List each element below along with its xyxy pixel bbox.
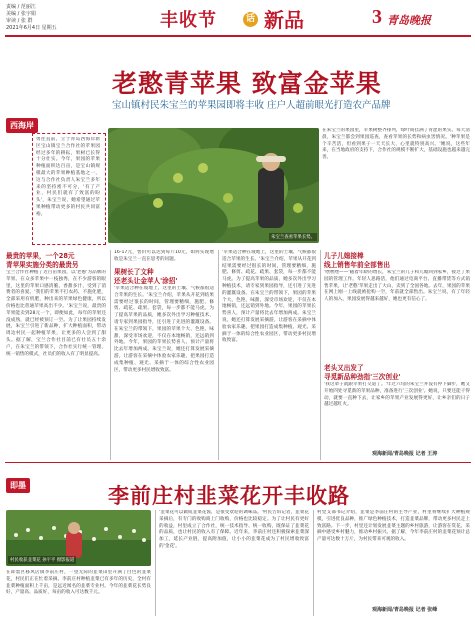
banner-badge: 话: [243, 12, 258, 27]
column-divider: [155, 510, 156, 616]
reviewer-line: 审读 / 张 群: [6, 18, 33, 24]
column-divider: [313, 510, 314, 616]
photo-caption: 朱宝兰查看苹果长势。: [271, 235, 315, 240]
article2-column3: 村党支部书记介绍，韭菜是李前庄村的主导产业，村里将继续扩大种植规模，引进优良品种，推广绿色种植技术，打造韭菜品牌，带动更多村民走上致富路。下一步，村里还计划发展韭菜主题的乡村旅游，让游客在赏花、采摘中感受乡村魅力，推动乡村振兴。据了解，今年李前庄村的韭菜花预计总产量可达数十万斤，为村民带来可观的收入。: [317, 510, 470, 543]
page-header: [0, 0, 475, 38]
article1-byline: 观海新闻/青岛晚报 记者 王涛: [372, 451, 438, 457]
article2-headline: 李前庄村韭菜花开丰收路: [108, 483, 350, 508]
photo-caption: 村民收获韭菜花 孙宇平 摄影报道: [10, 558, 75, 563]
designer-line: 美编 / 张宇娟: [6, 11, 36, 17]
edition-info: [6, 4, 57, 32]
article2-column2: '韭菜花可以做成韭菜花酱，是很受欢迎的调味品。'村民告诉记者，韭菜花采摘后，有专门的收购商上门收购，价格也比较稳定。为了让村民有更好的收益，村里成立了合作社，统一技术指导、统一收购，既保证了韭菜花的品质，也让村民的收入有了保障。近年来，李前庄村还积极探索韭菜深加工，延长产业链，提高附加值，让小小的韭菜花成为了村民增收致富的'金花'。: [159, 510, 309, 549]
article1-column4-top: 在朱宝兰的果园里，苹果树整齐排列，绿叶间挂满了青涩的果实。每天清晨，朱宝兰都会到果园巡查，查看苹果的长势和病虫害情况。'种苹果是个辛苦活，但看到果子一天天长大，心里就特别高兴。'她说，这些年来，在当地政府的支持下，合作社的规模不断扩大，基础设施也越来越完善。: [322, 128, 470, 161]
orchard-image: [108, 128, 319, 243]
article1-column2: '苹果适合种在坡地上，这里的土壤、气候都很适合苹果的生长。'朱宝兰介绍，苹果从开花到结果需要经过很长的时间，管理要精细，施肥、修剪、疏花、疏果、套袋，每一步都不能马虎。为了提高苹果的品质，她多次外出学习种植技术，请专家到果园指导，还引进了先进的灌溉设备。在朱宝兰的带领下，果园的苹果个大、色艳、味甜，深受市场欢迎，不仅在本地畅销，还远销到外地。今年，果园的苹果长势喜人，预计产量将比去年增加两成。朱宝兰说，她还打算发展采摘游，让游客在采摘中体验农家乐趣，把果园打造成集种植、观光、采摘于一体的综合性农业园区，带动更多村民增收致富。: [114, 286, 214, 373]
kicker-fruit-trees: 果树长了文种: [114, 268, 154, 276]
chive-field-photo: [6, 510, 151, 566]
article-separator: [5, 462, 471, 463]
article1-headline: 老憨青苹果 致富金苹果: [112, 69, 382, 98]
location-tag-xihaian: 西海岸: [6, 118, 38, 133]
banner-title-right: 新品: [264, 8, 304, 32]
kicker-most-expensive-sub: 青苹果实施分类的最贵另: [6, 261, 79, 269]
article1-column2-top: 16-17元，售价可以达到每斤10元，如何实现增收是朱宝兰一直在思考的问题。: [114, 250, 214, 262]
section-banner: [160, 4, 320, 32]
kicker-son-takeover: 儿子儿媳接棒: [324, 252, 364, 260]
kicker-third-venture: 老头又出发了: [324, 364, 364, 372]
column-divider: [320, 250, 321, 460]
page-number: 3: [372, 6, 382, 28]
banner-title-left: 丰收节: [160, 10, 217, 31]
article1-column3: '苹果适合种在坡地上，这里的土壤、气候都很适合苹果的生长。'朱宝兰介绍，苹果从开花到结果需要经过很长的时间，管理要精细，施肥、修剪、疏花、疏果、套袋，每一步都不能马虎。为了提高苹果的品质，她多次外出学习种植技术，请专家到果园指导，还引进了先进的灌溉设备。在朱宝兰的带领下，果园的苹果个大、色艳、味甜，深受市场欢迎，不仅在本地畅销，还远销到外地。今年，果园的苹果长势喜人，预计产量将比去年增加两成。朱宝兰说，她还打算发展采摘游，让游客在采摘中体验农家乐趣，把果园打造成集种植、观光、采摘于一体的综合性农业园区，带动更多村民增收致富。: [222, 250, 316, 344]
date-line: 2021年6月4日 星期五: [6, 25, 57, 31]
kicker-third-venture-sub: 寻觅新品种劲指'三次创业': [324, 373, 401, 381]
apple-orchard-photo: [108, 128, 319, 243]
article2-byline: 观海新闻/青岛晚报 记者 张峰: [372, 607, 438, 613]
location-tag-jimo: 即墨: [6, 478, 30, 493]
editor-line: 责编 / 范丽江: [6, 4, 36, 10]
column-divider: [110, 250, 111, 460]
newspaper-logo: 青岛晚报: [387, 14, 431, 27]
article1-subheadline: 宝山镇村民朱宝兰的苹果园即将丰收 庄户人超前眼光打造农产品牌: [112, 100, 391, 111]
article1-column4b: '嘿嘿嘿——'随着年龄的增长，朱宝兰的儿子和儿媳回到家乡，接过了果园的管理工作。年轻人思路活，他们通过电商平台、直播带货等方式销售苹果，让'老憨'苹果走出了大山，卖到了全国各地。去年，果园的苹果在网上刚一上线就被抢购一空，年前就全部售出。朱宝兰说，有了年轻人的加入，果园发展得越来越好，她也更有信心了。: [324, 270, 470, 303]
kicker-son-takeover-sub: 线上销售年前全部售出: [324, 261, 390, 269]
kicker-fruit-trees-sub: 还老头让金苹人'涂招': [114, 277, 178, 285]
article1-intro: 勇往直前，立于青岛西海岸新区宝山镇宝兰合作社的苹果园经过多年的耕耘，果树已长得十分壮实。今年，果园的苹果种植面积达百亩，是宝山镇规模最大的苹果种植基地之一，这与合作社负责人朱宝兰多年来的坚持密不可分，'有了产业，村民们就有了致富的盼头'，朱宝兰说，她希望通过苹果种植带动更多的村民共同富裕。: [36, 137, 100, 217]
header-rule: [5, 35, 471, 37]
article1-column1: 宝兰合作社种植了近百亩果园，以'老憨'为品牌的苹果、在众多苹果中一枝独秀，在不少游客的眼里，这里的苹果口感清脆、香甜多汁，受到了消费者的喜爱。'我们的苹果不打农药、不施化肥，全部采用有机肥，种出来的苹果绿色健康，所以价格也比普通苹果高出不少。'朱宝兰说，最贵的苹果能卖到28元一个，即便如此，每年的苹果还没成熟，就已经被预订一空。为了让果园持续发展，朱宝兰引进了新品种，扩大种植面积，带动周边村民一起种植苹果，让更多的人尝到了甜头。据了解，宝兰合作社目前已有社员五十余户，在朱宝兰的带领下，合作社实行统一管理、统一销售的模式，社员们的收入有了明显提高。: [6, 270, 106, 357]
article2-column1: 在即墨区移风店镇李前庄村，一望无际的韭菜田里开满了白色的韭菜花，村民们正在忙着采摘。李前庄村种植韭菜已有多年的历史，全村有韭菜种植面积上千亩，是远近闻名的韭菜专业村。今年的韭菜花长势良好，产量高、品质好，每亩的收入可达数千元。: [6, 570, 151, 596]
article1-column4c: '我这辈子就跟苹果打交道了。'年过六旬的朱宝兰并没有停下脚步，她又开始四处寻觅新的苹果品种，准备进行'三次创业'。她说，只要还能干得动，就要一直种下去，让家乡的苹果产业发展得更好，让乡亲们的日子越过越红火。: [324, 382, 470, 408]
kicker-most-expensive: 最贵的苹果，一个28元: [6, 252, 75, 260]
column-divider: [218, 250, 219, 460]
